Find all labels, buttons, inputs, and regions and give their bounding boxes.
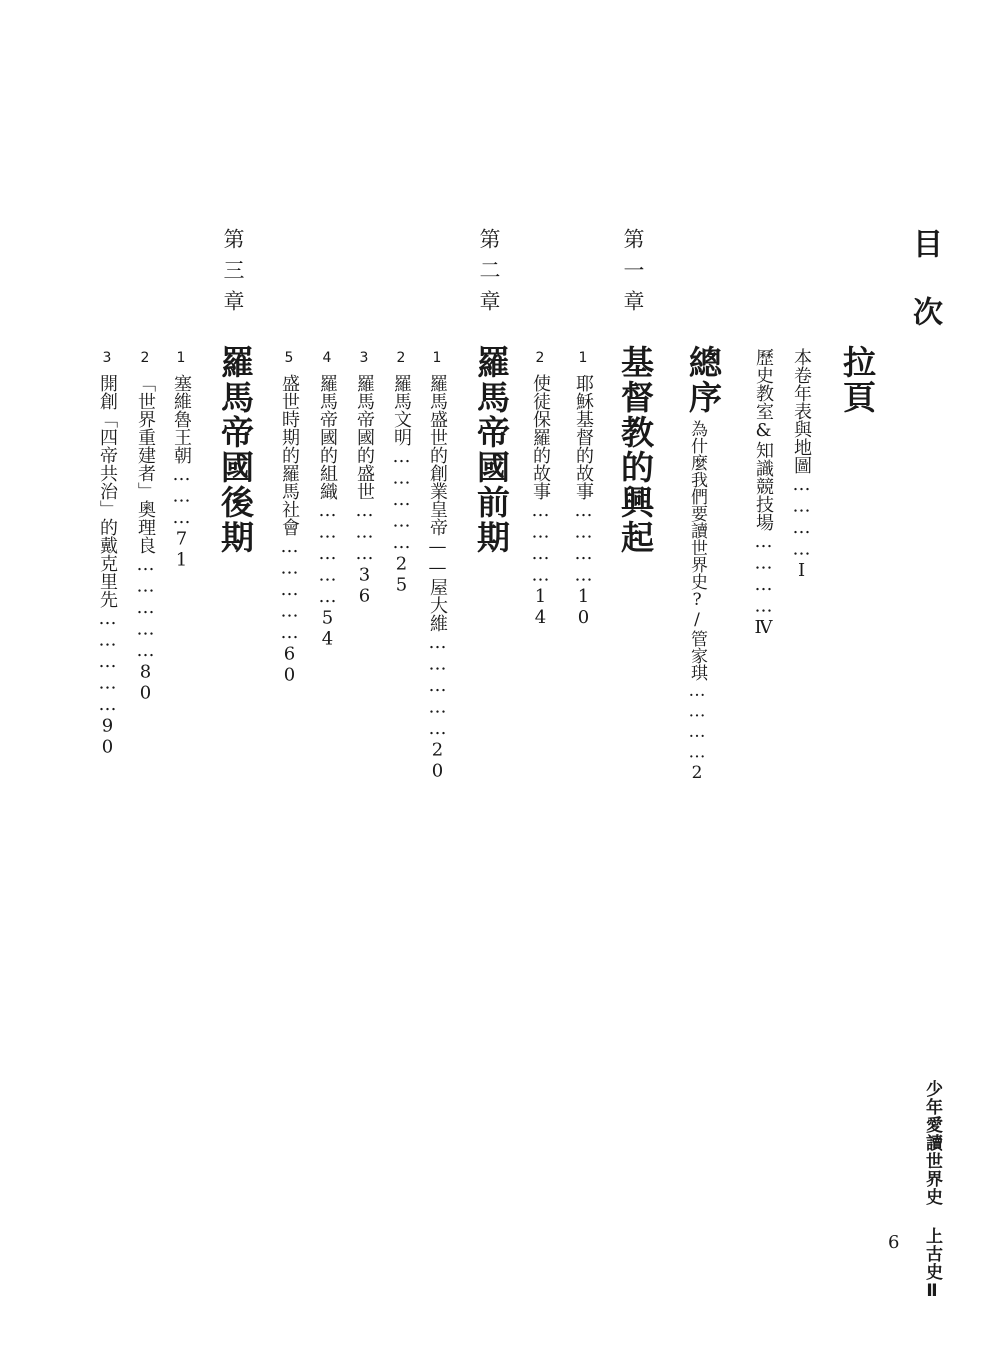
entry-text: 羅馬帝國的盛世 xyxy=(354,374,375,500)
entry-text: 開創「四帝共治」的戴克里先 xyxy=(97,374,118,608)
entry-number: 5 xyxy=(281,350,297,366)
leader-dots: ………… xyxy=(530,500,551,586)
entry-page: 2 xyxy=(687,763,707,783)
toc-entry xyxy=(98,350,116,758)
leader-dots: ………… xyxy=(791,474,812,560)
page-number: 6 xyxy=(888,1232,900,1253)
entry-text: 使徒保羅的故事 xyxy=(530,374,551,500)
entry-number: 2 xyxy=(532,350,548,366)
toc-entry xyxy=(688,420,705,783)
toc-entry xyxy=(392,350,410,596)
entry-page: 60 xyxy=(279,643,300,686)
toc-entry xyxy=(355,350,373,607)
entry-number: 2 xyxy=(393,350,409,366)
entry-number: 1 xyxy=(429,350,445,366)
leader-dots: ……… xyxy=(171,464,192,529)
front-heading: 拉頁 xyxy=(838,345,877,415)
toc-entry xyxy=(754,348,772,638)
leader-dots: ………… xyxy=(753,531,774,617)
toc-entry xyxy=(136,350,154,704)
leader-dots: …………… xyxy=(427,632,448,740)
toc-entry xyxy=(574,350,592,628)
entry-number: 2 xyxy=(137,350,153,366)
leader-dots: ………… xyxy=(687,681,707,763)
chapter-heading: 羅馬帝國後期 xyxy=(216,345,255,555)
entry-page: 80 xyxy=(135,661,156,704)
toc-entry xyxy=(792,348,810,581)
chapter-heading: 羅馬帝國前期 xyxy=(472,345,511,555)
entry-number: 3 xyxy=(99,350,115,366)
entry-text: 羅馬帝國的組織 xyxy=(317,374,338,500)
chapter-label: 第二章 xyxy=(477,228,501,321)
entry-page: 54 xyxy=(317,607,338,650)
entry-text: 羅馬文明 xyxy=(391,374,412,446)
chapter-label: 第三章 xyxy=(221,228,245,321)
entry-number: 3 xyxy=(356,350,372,366)
leader-dots: ……… xyxy=(354,500,375,565)
leader-dots: …………… xyxy=(391,446,412,554)
leader-dots: …………… xyxy=(97,608,118,716)
toc-entry xyxy=(428,350,446,782)
entry-page: 71 xyxy=(171,528,192,571)
preface-heading: 總序 xyxy=(684,345,723,415)
entry-page: Ⅰ xyxy=(791,560,812,581)
chapter-heading: 基督教的興起 xyxy=(616,345,655,555)
leader-dots: …………… xyxy=(135,554,156,662)
entry-text: 「世界重建者」奧理良 xyxy=(135,374,156,554)
entry-page: 25 xyxy=(391,553,412,596)
entry-number: 1 xyxy=(575,350,591,366)
entry-text: 盛世時期的羅馬社會 xyxy=(279,374,300,536)
entry-text: 羅馬盛世的創業皇帝——屋大維 xyxy=(427,374,448,632)
entry-page: Ⅳ xyxy=(753,617,774,638)
entry-text: 耶穌基督的故事 xyxy=(573,374,594,500)
entry-number: 4 xyxy=(319,350,335,366)
entry-text: 塞維魯王朝 xyxy=(171,374,192,464)
entry-page: 10 xyxy=(573,586,594,628)
entry-text: 本卷年表與地圖 xyxy=(791,348,812,474)
entry-text: 為什麼我們要讀世界史?/管家琪 xyxy=(687,420,707,681)
entry-number: 1 xyxy=(173,350,189,366)
chapter-label: 第一章 xyxy=(621,228,645,321)
entry-text: 歷史教室&知識競技場 xyxy=(753,348,774,531)
entry-page: 36 xyxy=(354,564,375,607)
entry-page: 20 xyxy=(427,739,448,782)
entry-page: 14 xyxy=(530,586,551,628)
leader-dots: ………… xyxy=(573,500,594,586)
page-title: 目次 xyxy=(907,228,942,364)
leader-dots: …………… xyxy=(279,536,300,644)
leader-dots: …………… xyxy=(317,500,338,608)
entry-page: 90 xyxy=(97,715,118,758)
toc-entry xyxy=(172,350,190,571)
series-title: 少年愛讀世界史 上古史Ⅱ xyxy=(922,1080,942,1302)
toc-entry xyxy=(318,350,336,650)
toc-entry xyxy=(531,350,549,628)
toc-entry xyxy=(280,350,298,686)
